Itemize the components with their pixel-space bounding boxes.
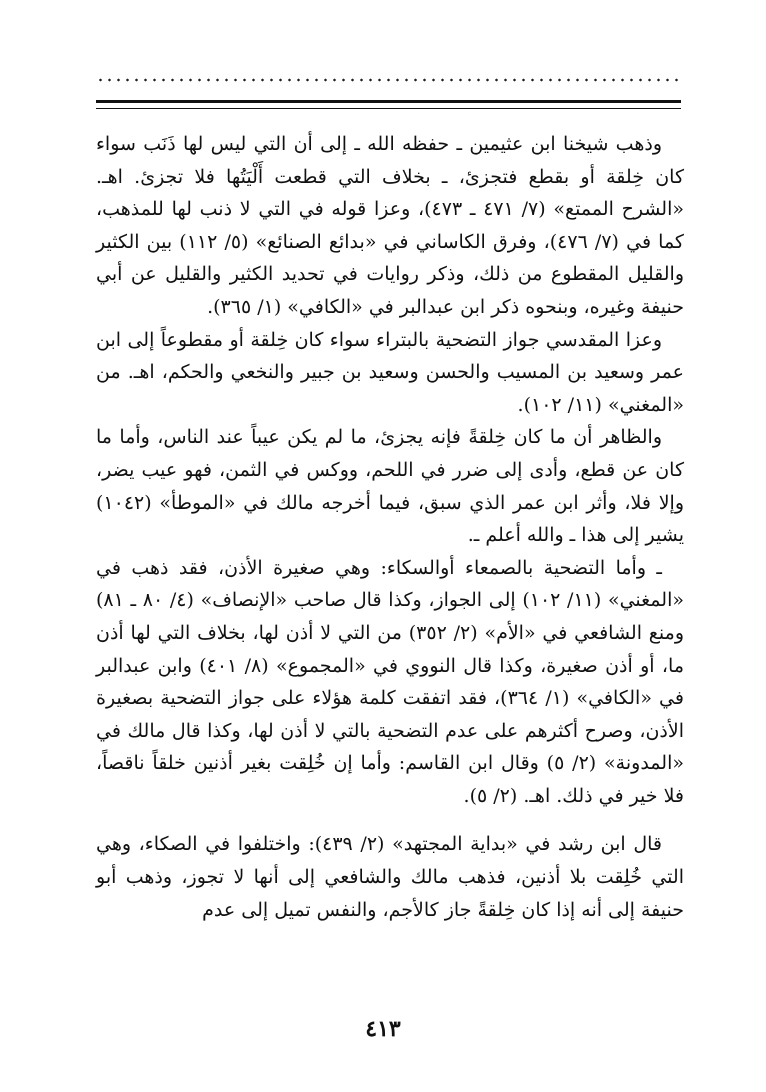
page-body	[96, 128, 684, 926]
header-dotted-rule	[96, 78, 681, 82]
paragraph: وذهب شيخنا ابن عثيمين ـ حفظه الله ـ إلى أن التي ليس لها ذَنَب سواء كان خِلقة أو بقطع فتجزئ، ـ بخلاف التي قطعت أَلْيَتُها فلا تجزئ. اهـ. «الشرح الممتع» (٧/ ٤٧١ ـ ٤٧٣)، وعزا قوله في التي لا ذنب لها للمذهب، كما في (٧/ ٤٧٦)، وفرق الكاساني في «بدائع الصنائع» (٥/ ١١٢) بين الكثير والقليل المقطوع من ذلك، وذكر روايات في تحديد الكثير والقليل عن أبي حنيفة وغيره، وبنحوه ذكر ابن عبدالبر في «الكافي» (١/ ٣٦٥).	[96, 133, 684, 318]
header-thick-rule	[96, 100, 681, 103]
paragraph: ـ وأما التضحية بالصمعاء أوالسكاء: وهي صغيرة الأذن، فقد ذهب في «المغني» (١١/ ١٠٢) إلى الجواز، وكذا قال صاحب «الإنصاف» (٤/ ٨٠ ـ ٨١) ومنع الشافعي في «الأم» (٢/ ٣٥٢) من التي لا أذن لها، بخلاف التي لها أذن ما، أو أذن صغيرة، وكذا قال النووي في «المجموع» (٨/ ٤٠١) وابن عبدالبر في «الكافي» (١/ ٣٦٤)، فقد اتفقت كلمة هؤلاء على جواز التضحية بصغيرة الأذن، وصرح أكثرهم على عدم التضحية بالتي لا أذن لها، وكذا قال مالك في «المدونة» (٢/ ٥) وقال ابن القاسم: وأما إن خُلِقت بغير أذنين خلقاً ناقصاً، فلا خير في ذلك. اهـ. (٢/ ٥).	[96, 556, 684, 807]
page-number: ٤١٣	[365, 1016, 401, 1042]
paragraph: وعزا المقدسي جواز التضحية بالبتراء سواء كان خِلقة أو مقطوعاً إلى ابن عمر وسعيد بن المسيب والحسن وسعيد بن جبير والنخعي والحكم، اهـ. من «المغني» (١١/ ١٠٢).	[96, 328, 684, 416]
paragraph: قال ابن رشد في «بداية المجتهد» (٢/ ٤٣٩): واختلفوا في الصكاء، وهي التي خُلِقت بلا أذنين، فذهب مالك والشافعي إلى أنها لا تجوز، وذهب أبو حنيفة إلى أنه إذا كان خِلقةً جاز كالأجم، والنفس تميل إلى عدم	[96, 833, 684, 921]
paragraph: والظاهر أن ما كان خِلقةً فإنه يجزئ، ما لم يكن عيباً عند الناس، وأما ما كان عن قطع، وأدى إلى ضرر في اللحم، ووكس في الثمن، فهو عيب يضر، وإلا فلا، وأثر ابن عمر الذي سبق، فيما أخرجه مالك في «الموطأ» (١٠٤٢) يشير إلى هذا ـ والله أعلم ـ.	[96, 426, 684, 547]
header-thin-rule	[96, 108, 681, 109]
